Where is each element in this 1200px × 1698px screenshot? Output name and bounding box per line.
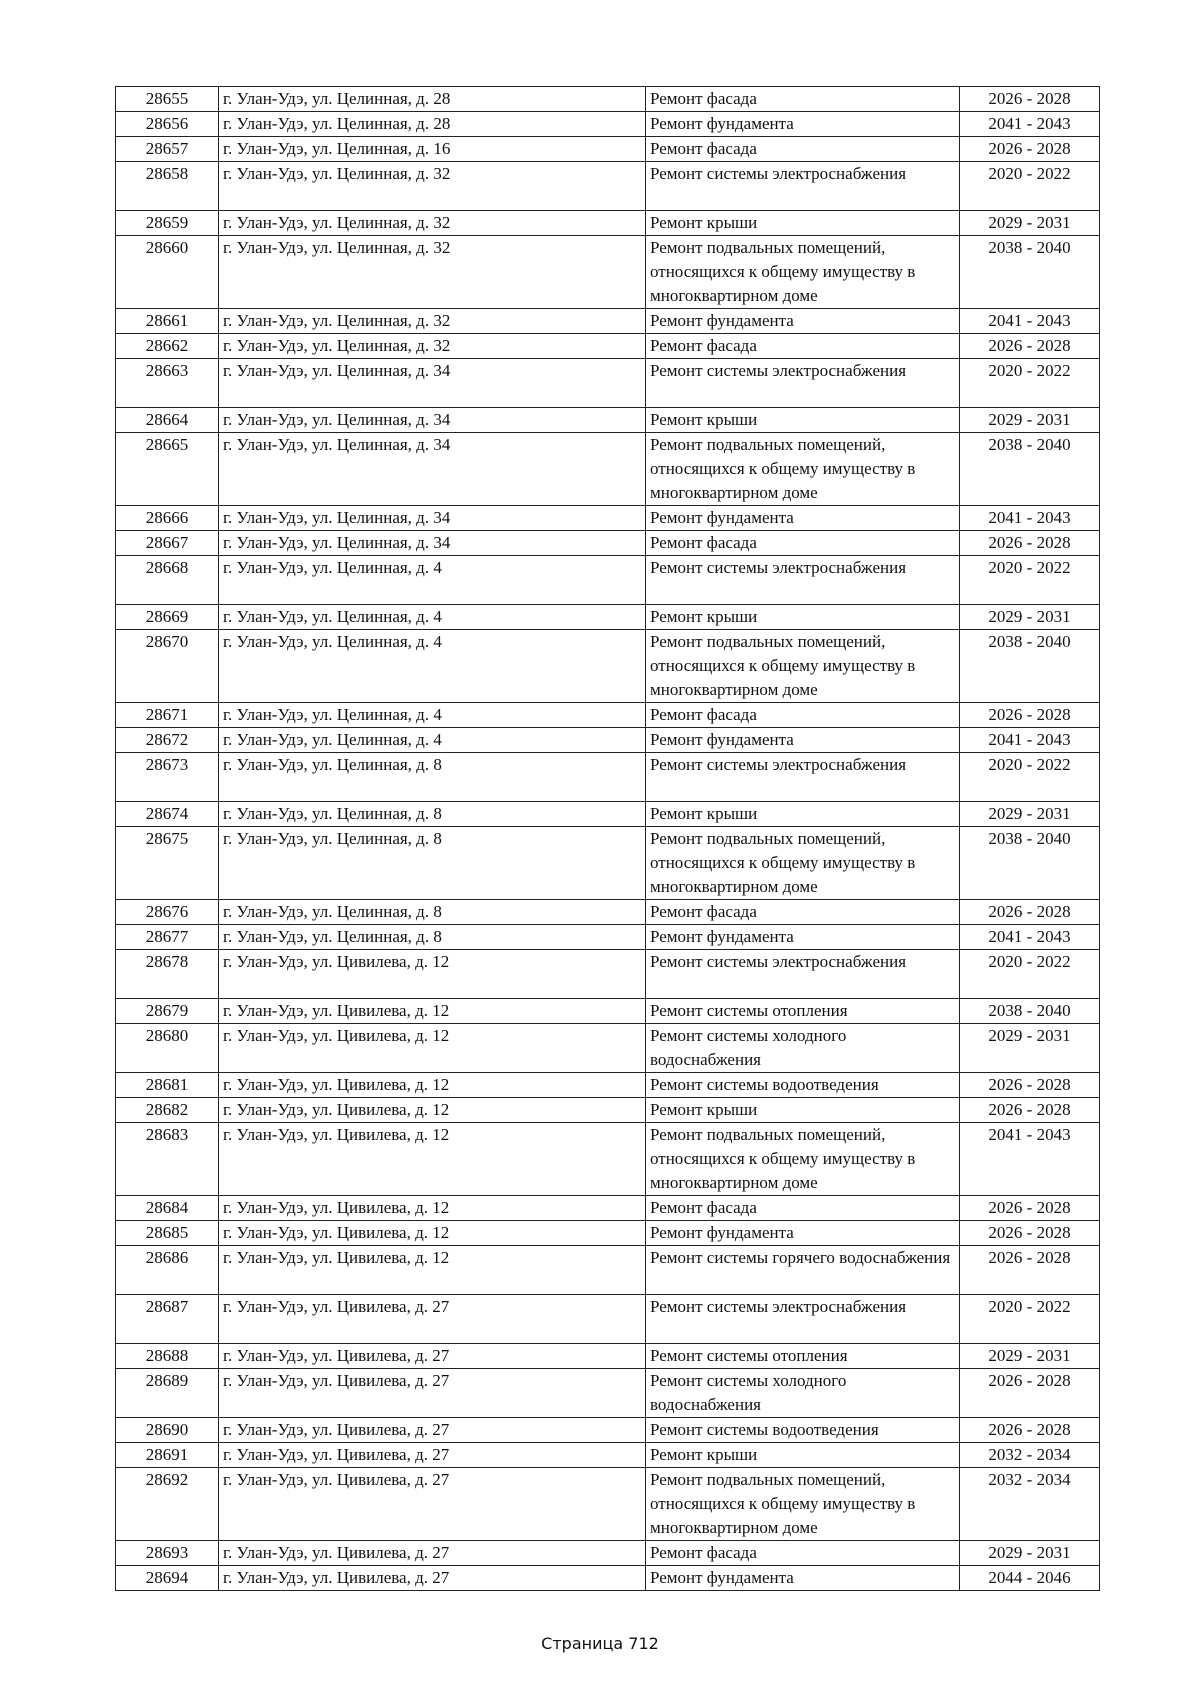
table-row bbox=[116, 1443, 1100, 1468]
address-cell: г. Улан-Удэ, ул. Целинная, д. 8 bbox=[219, 753, 646, 802]
table-row bbox=[116, 236, 1100, 309]
address-cell: г. Улан-Удэ, ул. Цивилева, д. 12 bbox=[219, 1246, 646, 1295]
address-cell: г. Улан-Удэ, ул. Цивилева, д. 27 bbox=[219, 1541, 646, 1566]
table-row bbox=[116, 1344, 1100, 1369]
row-number-cell: 28661 bbox=[116, 309, 219, 334]
table-row bbox=[116, 531, 1100, 556]
period-cell: 2032 - 2034 bbox=[960, 1468, 1100, 1541]
work-type-cell: Ремонт системы электроснабжения bbox=[646, 753, 960, 802]
work-type-cell: Ремонт фундамента bbox=[646, 112, 960, 137]
row-number-cell: 28676 bbox=[116, 900, 219, 925]
work-type-cell: Ремонт крыши bbox=[646, 1098, 960, 1123]
address-cell: г. Улан-Удэ, ул. Цивилева, д. 12 bbox=[219, 1196, 646, 1221]
table-row bbox=[116, 211, 1100, 236]
address-cell: г. Улан-Удэ, ул. Целинная, д. 8 bbox=[219, 827, 646, 900]
work-type-cell: Ремонт системы отопления bbox=[646, 1344, 960, 1369]
row-number-cell: 28688 bbox=[116, 1344, 219, 1369]
address-cell: г. Улан-Удэ, ул. Целинная, д. 34 bbox=[219, 408, 646, 433]
period-cell: 2038 - 2040 bbox=[960, 999, 1100, 1024]
row-number-cell: 28693 bbox=[116, 1541, 219, 1566]
period-cell: 2026 - 2028 bbox=[960, 703, 1100, 728]
work-type-cell: Ремонт системы электроснабжения bbox=[646, 1295, 960, 1344]
address-cell: г. Улан-Удэ, ул. Целинная, д. 8 bbox=[219, 925, 646, 950]
row-number-cell: 28662 bbox=[116, 334, 219, 359]
work-type-cell: Ремонт подвальных помещений, относящихся к общему имуществу в многоквартирном доме bbox=[646, 433, 960, 506]
period-cell: 2026 - 2028 bbox=[960, 531, 1100, 556]
table-row bbox=[116, 359, 1100, 408]
page-number: Страница 712 bbox=[541, 1634, 659, 1653]
table-row bbox=[116, 1418, 1100, 1443]
row-number-cell: 28656 bbox=[116, 112, 219, 137]
row-number-cell: 28680 bbox=[116, 1024, 219, 1073]
work-type-cell: Ремонт крыши bbox=[646, 802, 960, 827]
address-cell: г. Улан-Удэ, ул. Целинная, д. 34 bbox=[219, 433, 646, 506]
row-number-cell: 28665 bbox=[116, 433, 219, 506]
row-number-cell: 28658 bbox=[116, 162, 219, 211]
period-cell: 2026 - 2028 bbox=[960, 1196, 1100, 1221]
work-type-cell: Ремонт системы электроснабжения bbox=[646, 950, 960, 999]
table-row bbox=[116, 1468, 1100, 1541]
address-cell: г. Улан-Удэ, ул. Цивилева, д. 12 bbox=[219, 999, 646, 1024]
address-cell: г. Улан-Удэ, ул. Целинная, д. 32 bbox=[219, 309, 646, 334]
period-cell: 2038 - 2040 bbox=[960, 630, 1100, 703]
address-cell: г. Улан-Удэ, ул. Цивилева, д. 27 bbox=[219, 1468, 646, 1541]
address-cell: г. Улан-Удэ, ул. Цивилева, д. 12 bbox=[219, 1221, 646, 1246]
row-number-cell: 28663 bbox=[116, 359, 219, 408]
address-cell: г. Улан-Удэ, ул. Цивилева, д. 12 bbox=[219, 1073, 646, 1098]
work-type-cell: Ремонт фасада bbox=[646, 703, 960, 728]
address-cell: г. Улан-Удэ, ул. Целинная, д. 8 bbox=[219, 900, 646, 925]
row-number-cell: 28660 bbox=[116, 236, 219, 309]
work-type-cell: Ремонт системы горячего водоснабжения bbox=[646, 1246, 960, 1295]
period-cell: 2041 - 2043 bbox=[960, 728, 1100, 753]
period-cell: 2020 - 2022 bbox=[960, 1295, 1100, 1344]
work-type-cell: Ремонт подвальных помещений, относящихся к общему имуществу в многоквартирном доме bbox=[646, 1123, 960, 1196]
work-type-cell: Ремонт подвальных помещений, относящихся к общему имуществу в многоквартирном доме bbox=[646, 630, 960, 703]
period-cell: 2026 - 2028 bbox=[960, 1073, 1100, 1098]
work-type-cell: Ремонт подвальных помещений, относящихся к общему имуществу в многоквартирном доме bbox=[646, 236, 960, 309]
address-cell: г. Улан-Удэ, ул. Целинная, д. 28 bbox=[219, 87, 646, 112]
row-number-cell: 28687 bbox=[116, 1295, 219, 1344]
address-cell: г. Улан-Удэ, ул. Целинная, д. 4 bbox=[219, 728, 646, 753]
row-number-cell: 28692 bbox=[116, 1468, 219, 1541]
table-row bbox=[116, 87, 1100, 112]
period-cell: 2029 - 2031 bbox=[960, 1541, 1100, 1566]
address-cell: г. Улан-Удэ, ул. Целинная, д. 32 bbox=[219, 211, 646, 236]
period-cell: 2020 - 2022 bbox=[960, 950, 1100, 999]
address-cell: г. Улан-Удэ, ул. Целинная, д. 16 bbox=[219, 137, 646, 162]
work-type-cell: Ремонт фасада bbox=[646, 137, 960, 162]
row-number-cell: 28677 bbox=[116, 925, 219, 950]
period-cell: 2038 - 2040 bbox=[960, 827, 1100, 900]
table-row bbox=[116, 1221, 1100, 1246]
period-cell: 2041 - 2043 bbox=[960, 309, 1100, 334]
table-row bbox=[116, 900, 1100, 925]
table-row bbox=[116, 1196, 1100, 1221]
table-row bbox=[116, 1123, 1100, 1196]
table-row bbox=[116, 728, 1100, 753]
row-number-cell: 28673 bbox=[116, 753, 219, 802]
row-number-cell: 28689 bbox=[116, 1369, 219, 1418]
table-row bbox=[116, 506, 1100, 531]
period-cell: 2029 - 2031 bbox=[960, 1024, 1100, 1073]
row-number-cell: 28675 bbox=[116, 827, 219, 900]
address-cell: г. Улан-Удэ, ул. Цивилева, д. 27 bbox=[219, 1369, 646, 1418]
row-number-cell: 28659 bbox=[116, 211, 219, 236]
table-row bbox=[116, 408, 1100, 433]
period-cell: 2041 - 2043 bbox=[960, 112, 1100, 137]
work-type-cell: Ремонт фасада bbox=[646, 1196, 960, 1221]
row-number-cell: 28655 bbox=[116, 87, 219, 112]
work-type-cell: Ремонт крыши bbox=[646, 605, 960, 630]
address-cell: г. Улан-Удэ, ул. Цивилева, д. 12 bbox=[219, 1024, 646, 1073]
address-cell: г. Улан-Удэ, ул. Целинная, д. 28 bbox=[219, 112, 646, 137]
work-type-cell: Ремонт фундамента bbox=[646, 309, 960, 334]
period-cell: 2026 - 2028 bbox=[960, 1418, 1100, 1443]
table-row bbox=[116, 802, 1100, 827]
address-cell: г. Улан-Удэ, ул. Цивилева, д. 12 bbox=[219, 1098, 646, 1123]
work-type-cell: Ремонт подвальных помещений, относящихся к общему имуществу в многоквартирном доме bbox=[646, 1468, 960, 1541]
period-cell: 2041 - 2043 bbox=[960, 1123, 1100, 1196]
period-cell: 2032 - 2034 bbox=[960, 1443, 1100, 1468]
row-number-cell: 28685 bbox=[116, 1221, 219, 1246]
period-cell: 2029 - 2031 bbox=[960, 408, 1100, 433]
address-cell: г. Улан-Удэ, ул. Целинная, д. 34 bbox=[219, 531, 646, 556]
row-number-cell: 28678 bbox=[116, 950, 219, 999]
address-cell: г. Улан-Удэ, ул. Целинная, д. 32 bbox=[219, 162, 646, 211]
work-type-cell: Ремонт фасада bbox=[646, 87, 960, 112]
table-row bbox=[116, 827, 1100, 900]
row-number-cell: 28686 bbox=[116, 1246, 219, 1295]
work-type-cell: Ремонт фундамента bbox=[646, 728, 960, 753]
work-type-cell: Ремонт системы отопления bbox=[646, 999, 960, 1024]
table-row bbox=[116, 137, 1100, 162]
period-cell: 2026 - 2028 bbox=[960, 1246, 1100, 1295]
row-number-cell: 28666 bbox=[116, 506, 219, 531]
address-cell: г. Улан-Удэ, ул. Цивилева, д. 27 bbox=[219, 1344, 646, 1369]
table-row bbox=[116, 753, 1100, 802]
period-cell: 2026 - 2028 bbox=[960, 900, 1100, 925]
work-type-cell: Ремонт фундамента bbox=[646, 1221, 960, 1246]
work-type-cell: Ремонт фасада bbox=[646, 531, 960, 556]
table-row bbox=[116, 925, 1100, 950]
period-cell: 2041 - 2043 bbox=[960, 506, 1100, 531]
table-row bbox=[116, 433, 1100, 506]
address-cell: г. Улан-Удэ, ул. Цивилева, д. 12 bbox=[219, 1123, 646, 1196]
row-number-cell: 28657 bbox=[116, 137, 219, 162]
address-cell: г. Улан-Удэ, ул. Целинная, д. 34 bbox=[219, 359, 646, 408]
work-type-cell: Ремонт системы электроснабжения bbox=[646, 556, 960, 605]
period-cell: 2038 - 2040 bbox=[960, 433, 1100, 506]
address-cell: г. Улан-Удэ, ул. Цивилева, д. 12 bbox=[219, 950, 646, 999]
row-number-cell: 28670 bbox=[116, 630, 219, 703]
table-row bbox=[116, 999, 1100, 1024]
work-type-cell: Ремонт системы холодного водоснабжения bbox=[646, 1369, 960, 1418]
work-type-cell: Ремонт фундамента bbox=[646, 925, 960, 950]
table-body bbox=[116, 87, 1100, 1591]
row-number-cell: 28683 bbox=[116, 1123, 219, 1196]
table-row bbox=[116, 1295, 1100, 1344]
row-number-cell: 28668 bbox=[116, 556, 219, 605]
row-number-cell: 28681 bbox=[116, 1073, 219, 1098]
table-row bbox=[116, 950, 1100, 999]
table-row bbox=[116, 605, 1100, 630]
repair-schedule-table bbox=[115, 86, 1100, 1591]
work-type-cell: Ремонт системы электроснабжения bbox=[646, 162, 960, 211]
work-type-cell: Ремонт подвальных помещений, относящихся к общему имуществу в многоквартирном доме bbox=[646, 827, 960, 900]
address-cell: г. Улан-Удэ, ул. Цивилева, д. 27 bbox=[219, 1443, 646, 1468]
work-type-cell: Ремонт системы водоотведения bbox=[646, 1418, 960, 1443]
address-cell: г. Улан-Удэ, ул. Цивилева, д. 27 bbox=[219, 1566, 646, 1591]
period-cell: 2044 - 2046 bbox=[960, 1566, 1100, 1591]
row-number-cell: 28682 bbox=[116, 1098, 219, 1123]
address-cell: г. Улан-Удэ, ул. Целинная, д. 4 bbox=[219, 703, 646, 728]
work-type-cell: Ремонт системы электроснабжения bbox=[646, 359, 960, 408]
period-cell: 2026 - 2028 bbox=[960, 87, 1100, 112]
period-cell: 2026 - 2028 bbox=[960, 1369, 1100, 1418]
period-cell: 2020 - 2022 bbox=[960, 359, 1100, 408]
address-cell: г. Улан-Удэ, ул. Целинная, д. 34 bbox=[219, 506, 646, 531]
work-type-cell: Ремонт крыши bbox=[646, 211, 960, 236]
work-type-cell: Ремонт крыши bbox=[646, 408, 960, 433]
table-row bbox=[116, 334, 1100, 359]
row-number-cell: 28667 bbox=[116, 531, 219, 556]
work-type-cell: Ремонт фасада bbox=[646, 334, 960, 359]
table-row bbox=[116, 1098, 1100, 1123]
address-cell: г. Улан-Удэ, ул. Цивилева, д. 27 bbox=[219, 1295, 646, 1344]
row-number-cell: 28664 bbox=[116, 408, 219, 433]
period-cell: 2029 - 2031 bbox=[960, 1344, 1100, 1369]
row-number-cell: 28671 bbox=[116, 703, 219, 728]
work-type-cell: Ремонт фундамента bbox=[646, 506, 960, 531]
period-cell: 2026 - 2028 bbox=[960, 1221, 1100, 1246]
row-number-cell: 28679 bbox=[116, 999, 219, 1024]
address-cell: г. Улан-Удэ, ул. Целинная, д. 4 bbox=[219, 556, 646, 605]
row-number-cell: 28694 bbox=[116, 1566, 219, 1591]
row-number-cell: 28690 bbox=[116, 1418, 219, 1443]
table-row bbox=[116, 162, 1100, 211]
address-cell: г. Улан-Удэ, ул. Целинная, д. 4 bbox=[219, 630, 646, 703]
period-cell: 2029 - 2031 bbox=[960, 605, 1100, 630]
period-cell: 2026 - 2028 bbox=[960, 137, 1100, 162]
row-number-cell: 28672 bbox=[116, 728, 219, 753]
work-type-cell: Ремонт системы водоотведения bbox=[646, 1073, 960, 1098]
period-cell: 2041 - 2043 bbox=[960, 925, 1100, 950]
period-cell: 2020 - 2022 bbox=[960, 753, 1100, 802]
row-number-cell: 28669 bbox=[116, 605, 219, 630]
table-row bbox=[116, 309, 1100, 334]
row-number-cell: 28684 bbox=[116, 1196, 219, 1221]
table-row bbox=[116, 1246, 1100, 1295]
work-type-cell: Ремонт крыши bbox=[646, 1443, 960, 1468]
period-cell: 2038 - 2040 bbox=[960, 236, 1100, 309]
address-cell: г. Улан-Удэ, ул. Цивилева, д. 27 bbox=[219, 1418, 646, 1443]
period-cell: 2029 - 2031 bbox=[960, 211, 1100, 236]
period-cell: 2029 - 2031 bbox=[960, 802, 1100, 827]
work-type-cell: Ремонт фундамента bbox=[646, 1566, 960, 1591]
table-row bbox=[116, 556, 1100, 605]
table-row bbox=[116, 1541, 1100, 1566]
period-cell: 2026 - 2028 bbox=[960, 334, 1100, 359]
row-number-cell: 28691 bbox=[116, 1443, 219, 1468]
table-row bbox=[116, 112, 1100, 137]
work-type-cell: Ремонт системы холодного водоснабжения bbox=[646, 1024, 960, 1073]
table-row bbox=[116, 1073, 1100, 1098]
work-type-cell: Ремонт фасада bbox=[646, 900, 960, 925]
table-row bbox=[116, 630, 1100, 703]
address-cell: г. Улан-Удэ, ул. Целинная, д. 32 bbox=[219, 334, 646, 359]
address-cell: г. Улан-Удэ, ул. Целинная, д. 32 bbox=[219, 236, 646, 309]
table-row bbox=[116, 703, 1100, 728]
table-row bbox=[116, 1566, 1100, 1591]
period-cell: 2026 - 2028 bbox=[960, 1098, 1100, 1123]
address-cell: г. Улан-Удэ, ул. Целинная, д. 8 bbox=[219, 802, 646, 827]
work-type-cell: Ремонт фасада bbox=[646, 1541, 960, 1566]
row-number-cell: 28674 bbox=[116, 802, 219, 827]
period-cell: 2020 - 2022 bbox=[960, 162, 1100, 211]
table-row bbox=[116, 1369, 1100, 1418]
period-cell: 2020 - 2022 bbox=[960, 556, 1100, 605]
table-row bbox=[116, 1024, 1100, 1073]
address-cell: г. Улан-Удэ, ул. Целинная, д. 4 bbox=[219, 605, 646, 630]
